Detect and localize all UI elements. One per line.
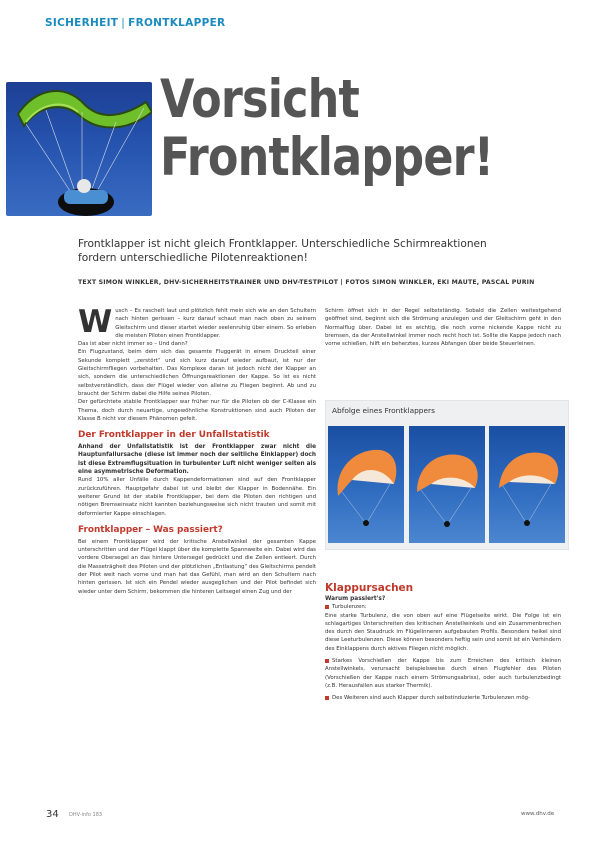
author-credits: TEXT SIMON WINKLER, DHV-SICHERHEITSTRAINER UND DHV-TESTPILOT | FOTOS SIMON WINKLER, EKI MAUTE, PASCAL PURIN — [78, 279, 535, 286]
sidebar-heading: Klappursachen — [325, 582, 414, 594]
sequence-photo-2 — [409, 426, 485, 543]
title-line-1: Vorsicht — [160, 69, 359, 130]
page-number: 34 — [46, 809, 59, 820]
body-paragraph-bold: Anhand der Unfallstatistik ist der Frontklapper zwar nicht die Hauptunfallursache (diese ist immer noch der seitliche Einklapper) doch ist diese Extremflugsituation in turbulenter Luft nicht weniger selten als eine asymmetrische Deformation. — [78, 444, 317, 476]
section-heading: Der Frontklapper in der Unfallstatistik — [78, 430, 270, 441]
bullet-icon — [325, 659, 329, 663]
page-title — [160, 71, 521, 187]
sequence-photo-1 — [328, 426, 404, 543]
body-paragraph: Bei einem Frontklapper wird der kritische Anstellwinkel der gesamten Kappe unterschritten und der Flügel klappt über die komplette Spannweite ein. Dabei wird das vordere Obersegel an das hintere Untersegel gedrückt und die Zellen entleert. Durch die Masseträgheit des Piloten und der plötzlichen „Entlastung“ des Gleitschirms pendelt der Pilot weit nach vorne und man hat das Gefühl, man wird an den Schultern nach hinten gerissen. Ist sich ein Pendel wieder ausgeglichen und der Pilot befindet sich wieder unter dem Schirm, bekommen die hinteren Leitsegel einen Zug und der — [78, 538, 316, 595]
lead-paragraph: Frontklapper ist nicht gleich Frontklapper. Unterschiedliche Schirmreaktionen fordern unterschiedliche Pilotenreaktionen! — [78, 238, 487, 264]
sequence-photo-3 — [489, 426, 565, 543]
body-paragraph: Der gefürchtete stabile Frontklapper war früher nur für die Piloten ob der C-Klasse ein Thema, doch durch neuartige, ungewöhnliche Konstruktionen sind auch Piloten der Klasse B nicht vor diesem Phänomen gefeit. — [78, 399, 316, 422]
article-column-left — [78, 304, 317, 596]
bullet-icon — [325, 605, 329, 609]
section-label: SICHERHEIT — [45, 17, 119, 29]
body-paragraph: Eine starke Turbulenz, die von oben auf eine Flügelseite wirkt. Die Folge ist ein schlagartiges Unterschreiten des kritischen Anstellwinkels und ein Zusammenbrechen des durch den Staudruck im Flügelinneren aufgebauten Profils. Besonders heikel sind diese Leeturbulenzen. Diese können besonders heftig sein und somit ist ein Verhindern des Einklappens durch aktives Fliegen nicht möglich. — [325, 612, 561, 652]
sidebar-question: Warum passiert's? — [325, 596, 386, 602]
title-line-2: Frontklapper! — [160, 127, 494, 188]
body-paragraph: Ein Flugzustand, beim dem sich das gesamte Fluggerät in einem Druckteil einer Sekunde komplett „zerstört“ und sich kurz darauf wieder aufbaut, ist nur der Gleitschirmfliegen vorbehalten. Das Komplexe daran ist jedoch nicht der Klapper an sich, sondern die unterschiedlichen Öffnungsreaktionen der Kappe. So ist es nicht selbstverständlich, dass der Flügel wieder von alleine zu Fliegen beginnt. Ab und zu braucht der Schirm dabei die Hilfe seines Piloten. — [78, 349, 316, 397]
intro-paragraph: Wusch – Es raschelt laut und plötzlich fehlt mein sich wie an den Schultern nach hinten gerissen – kurz darauf schaut man nach oben zu seinem Gleitschirm und dieser startet wieder seelenruhig über einem. So erleben die meisten Piloten einen Frontklapper. — [78, 304, 316, 340]
issue-label: DHV-info 183 — [69, 812, 103, 818]
website-link[interactable]: www.dhv.de — [521, 811, 555, 817]
sidebar-klappursachen — [325, 582, 561, 703]
section-kicker — [45, 17, 225, 29]
bullet-icon — [325, 696, 329, 700]
drop-cap: W — [78, 304, 113, 340]
bullet-item: Des Weiteren sind auch Klapper durch selbstinduzierte Turbulenzen mög- — [325, 694, 561, 702]
photo-sequence-caption: Abfolge eines Frontklappers — [332, 406, 435, 415]
article-column-right — [325, 307, 561, 348]
topic-label: FRONTKLAPPER — [128, 17, 226, 29]
section-heading: Frontklapper – Was passiert? — [78, 524, 223, 535]
body-paragraph: Schirm öffnet sich in der Regel selbstständig. Sobald die Zellen weitestgehend geöffnet sind, beginnt sich die Strömung anzulegen und der Gleitschirm geht in den Normalflug über. Dabei ist es wichtig, die noch vorne nickende Kappe nicht zu bremsen, da der Anstellwinkel immer noch recht hoch ist. Sollte die Kappe jedoch nach vorne schießen, hilft ein beherztes, kurzes Abfangen über beide Steuerleinen. — [325, 308, 561, 348]
bullet-item: Starkes Vorschießen der Kappe bis zum Erreichen des kritisch kleinen Anstellwinkels, verursacht beispielsweise durch einen Flugfehler des Piloten (Vorschießen der Kappe nach einem Strömungsabriss), oder auch turbulenzbedingt (z.B. Herausfallen aus starker Thermik). — [325, 658, 561, 689]
bullet-item: Turbulenzen: — [325, 603, 561, 611]
hero-photo — [6, 82, 152, 216]
kicker-divider: | — [121, 17, 126, 29]
body-paragraph: Rund 10% aller Unfälle durch Kappendeformationen sind auf den Frontklapper zurückzuführen. Hauptgefahr dabei ist und bleibt der Klapper in Bodennähe. Ein weiterer Grund ist der stabile Frontklapper, bei dem die Piloten den richtigen und nötigen Bremseinsatz nicht kannten beziehungsweise sich nicht trauten und somit mit deformierter Kappe einschlagen. — [78, 477, 316, 517]
body-paragraph: Das ist aber nicht immer so – Und dann? — [78, 341, 188, 348]
